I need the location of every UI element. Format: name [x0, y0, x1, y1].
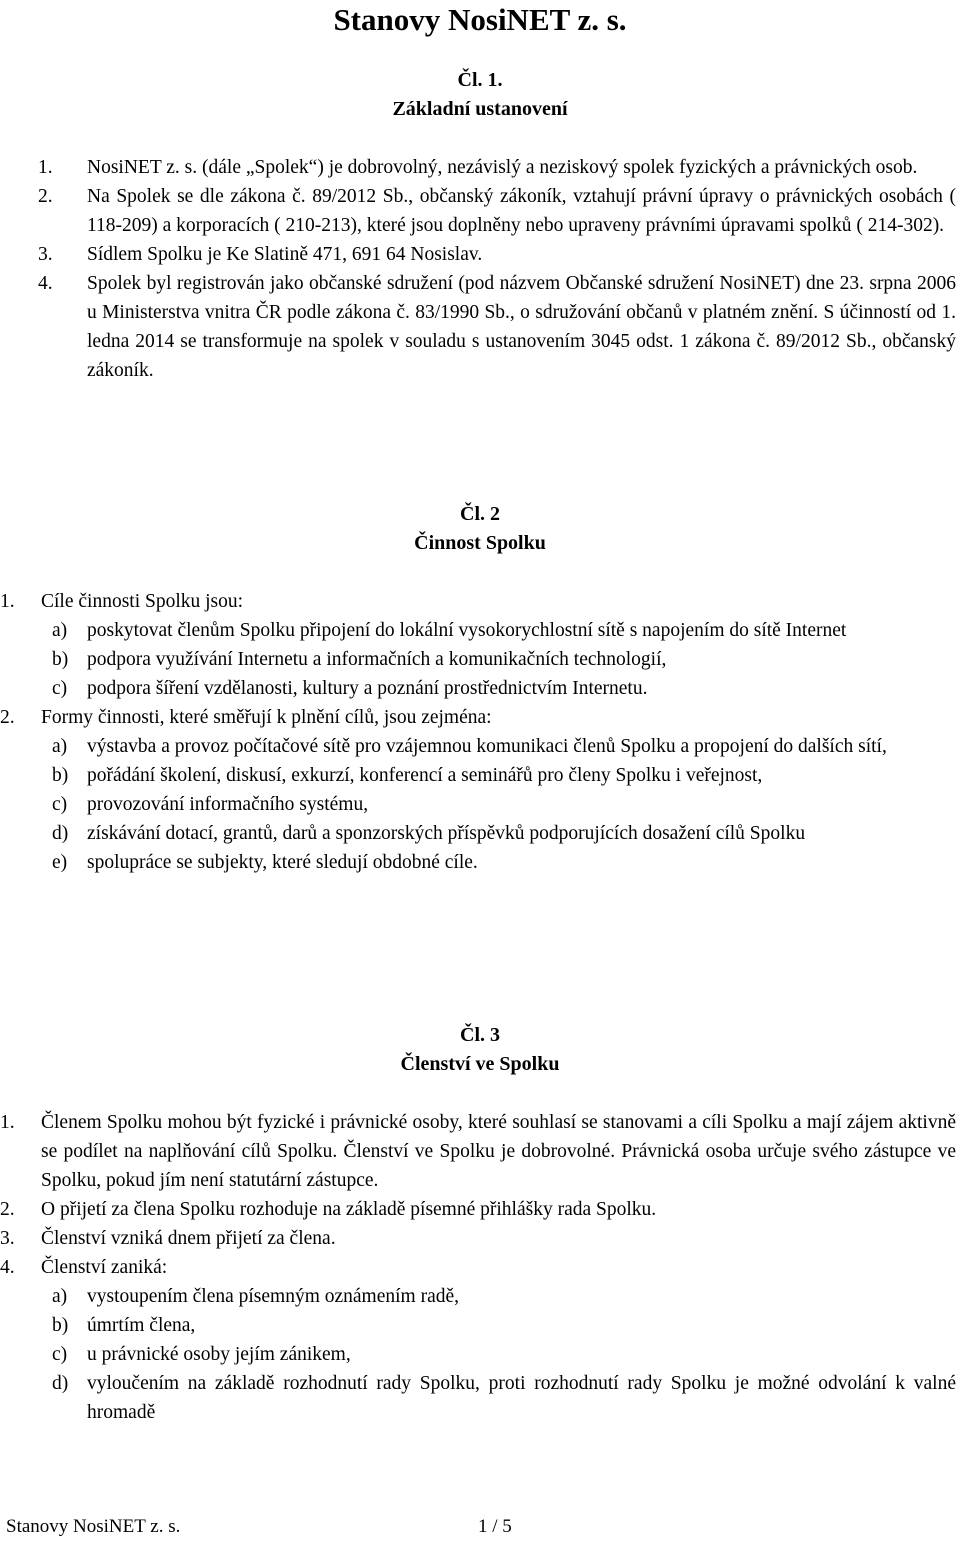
article-3-item-4-sub-a	[0, 1282, 956, 1311]
sub-letter: a)	[52, 1286, 68, 1307]
sub-letter: a)	[52, 736, 68, 757]
sub-letter: d)	[52, 823, 69, 844]
document-title: Stanovy NosiNET z. s.	[333, 2, 627, 37]
article-3-item-4-sub-b	[0, 1311, 956, 1340]
item-number: 3.	[38, 244, 53, 265]
item-text: Členem Spolku mohou být fyzické i právnické osoby, které souhlasí se stanovami a cíli Spolku a mají zájem aktivně se podílet na naplňování cílů Spolku. Členství ve Spolku je dobrovolné. Právnická osoba určuje svého zástupce ve Spolku, pokud jím není statutární zástupce.	[41, 1112, 956, 1191]
article-3-item-4	[0, 1253, 956, 1282]
sub-text: poskytovat členům Spolku připojení do lokální vysokorychlostní sítě s napojením do sítě Internet	[87, 620, 847, 641]
sub-text: podpora šíření vzdělanosti, kultury a poznání prostřednictvím Internetu.	[87, 678, 648, 699]
article-3-list	[0, 1108, 956, 1427]
sub-text: získávání dotací, grantů, darů a sponzorských příspěvků podporujících dosažení cílů Spolku	[87, 823, 806, 844]
item-text: O přijetí za člena Spolku rozhoduje na základě písemné přihlášky rada Spolku.	[41, 1199, 657, 1220]
sub-text: u právnické osoby jejím zánikem,	[87, 1344, 351, 1365]
sub-text: pořádání školení, diskusí, exkurzí, konferencí a seminářů pro členy Spolku i veřejnost,	[87, 765, 763, 786]
article-2-item-1-sub-b	[0, 645, 956, 674]
article-3-heading: Členství ve Spolku	[400, 1053, 560, 1075]
article-3-number: Čl. 3	[460, 1024, 500, 1046]
item-number: 1.	[0, 1112, 15, 1133]
sub-letter: e)	[52, 852, 68, 873]
article-2-number: Čl. 2	[460, 503, 500, 525]
footer-document-name: Stanovy NosiNET z. s.	[6, 1516, 181, 1537]
article-2-heading: Činnost Spolku	[414, 532, 546, 554]
item-number: 1.	[0, 591, 15, 612]
sub-letter: c)	[52, 794, 68, 815]
sub-letter: d)	[52, 1373, 69, 1394]
item-number: 4.	[0, 1257, 15, 1278]
article-1-item-3	[0, 240, 956, 269]
item-text: Členství zaniká:	[41, 1257, 168, 1278]
item-number: 2.	[0, 1199, 15, 1220]
article-2-list	[0, 587, 956, 877]
footer-page-number: 1 / 5	[478, 1516, 512, 1537]
sub-letter: a)	[52, 620, 68, 641]
article-2-item-2-sub-d	[0, 819, 956, 848]
item-text: Cíle činnosti Spolku jsou:	[41, 591, 244, 612]
sub-letter: c)	[52, 678, 68, 699]
article-1-item-4	[0, 269, 956, 385]
item-text: NosiNET z. s. (dále „Spolek“) je dobrovolný, nezávislý a neziskový spolek fyzických a právnických osob.	[87, 157, 918, 178]
article-2-item-1	[0, 587, 956, 616]
item-number: 2.	[0, 707, 15, 728]
item-number: 4.	[38, 273, 53, 294]
article-1-item-2	[0, 182, 956, 240]
sub-letter: b)	[52, 649, 69, 670]
article-2-item-2-sub-c	[0, 790, 956, 819]
sub-text: výstavba a provoz počítačové sítě pro vzájemnou komunikaci členů Spolku a propojení do dalších sítí,	[87, 736, 887, 757]
article-2-item-1-sub-c	[0, 674, 956, 703]
sub-text: úmrtím člena,	[87, 1315, 196, 1336]
sub-letter: c)	[52, 1344, 68, 1365]
sub-text: vyloučením na základě rozhodnutí rady Spolku, proti rozhodnutí rady Spolku je možné odvolání k valné hromadě	[87, 1373, 956, 1423]
article-2-item-2-sub-e	[0, 848, 956, 877]
sub-text: provozování informačního systému,	[87, 794, 369, 815]
item-number: 1.	[38, 157, 53, 178]
sub-text: podpora využívání Internetu a informačních a komunikačních technologií,	[87, 649, 667, 670]
article-1-list	[0, 153, 956, 385]
article-2-item-2	[0, 703, 956, 732]
sub-letter: b)	[52, 1315, 69, 1336]
article-3-item-3	[0, 1224, 956, 1253]
article-1-item-1	[0, 153, 956, 182]
sub-text: vystoupením člena písemným oznámením radě,	[87, 1286, 460, 1307]
item-text: Na Spolek se dle zákona č. 89/2012 Sb., občanský zákoník, vztahují právní úpravy o právnických osobách ( 118-209) a korporacích ( 210-213), které jsou doplněny nebo upraveny právními úpravami spolků ( 214-302).	[87, 186, 956, 236]
article-2-item-2-sub-a	[0, 732, 956, 761]
article-3-item-4-sub-c	[0, 1340, 956, 1369]
article-2-item-1-sub-a	[0, 616, 956, 645]
item-number: 3.	[0, 1228, 15, 1249]
item-text: Formy činnosti, které směřují k plnění cílů, jsou zejména:	[41, 707, 492, 728]
article-3-item-4-sub-d	[0, 1369, 956, 1427]
sub-letter: b)	[52, 765, 69, 786]
item-text: Spolek byl registrován jako občanské sdružení (pod názvem Občanské sdružení NosiNET) dne 23. srpna 2006 u Ministerstva vnitra ČR podle zákona č. 83/1990 Sb., o sdružování občanů v platném znění. S účinností od 1. ledna 2014 se transformuje na spolek v souladu s ustanovením 3045 odst. 1 zákona č. 89/2012 Sb., občanský zákoník.	[87, 273, 956, 381]
article-1-heading: Základní ustanovení	[392, 98, 568, 120]
article-3-item-2	[0, 1195, 956, 1224]
sub-text: spolupráce se subjekty, které sledují obdobné cíle.	[87, 852, 478, 873]
article-3-item-1	[0, 1108, 956, 1195]
article-2-item-2-sub-b	[0, 761, 956, 790]
item-text: Členství vzniká dnem přijetí za člena.	[41, 1228, 336, 1249]
item-number: 2.	[38, 186, 53, 207]
article-1-number: Čl. 1.	[457, 69, 503, 91]
item-text: Sídlem Spolku je Ke Slatině 471, 691 64 Nosislav.	[87, 244, 483, 265]
